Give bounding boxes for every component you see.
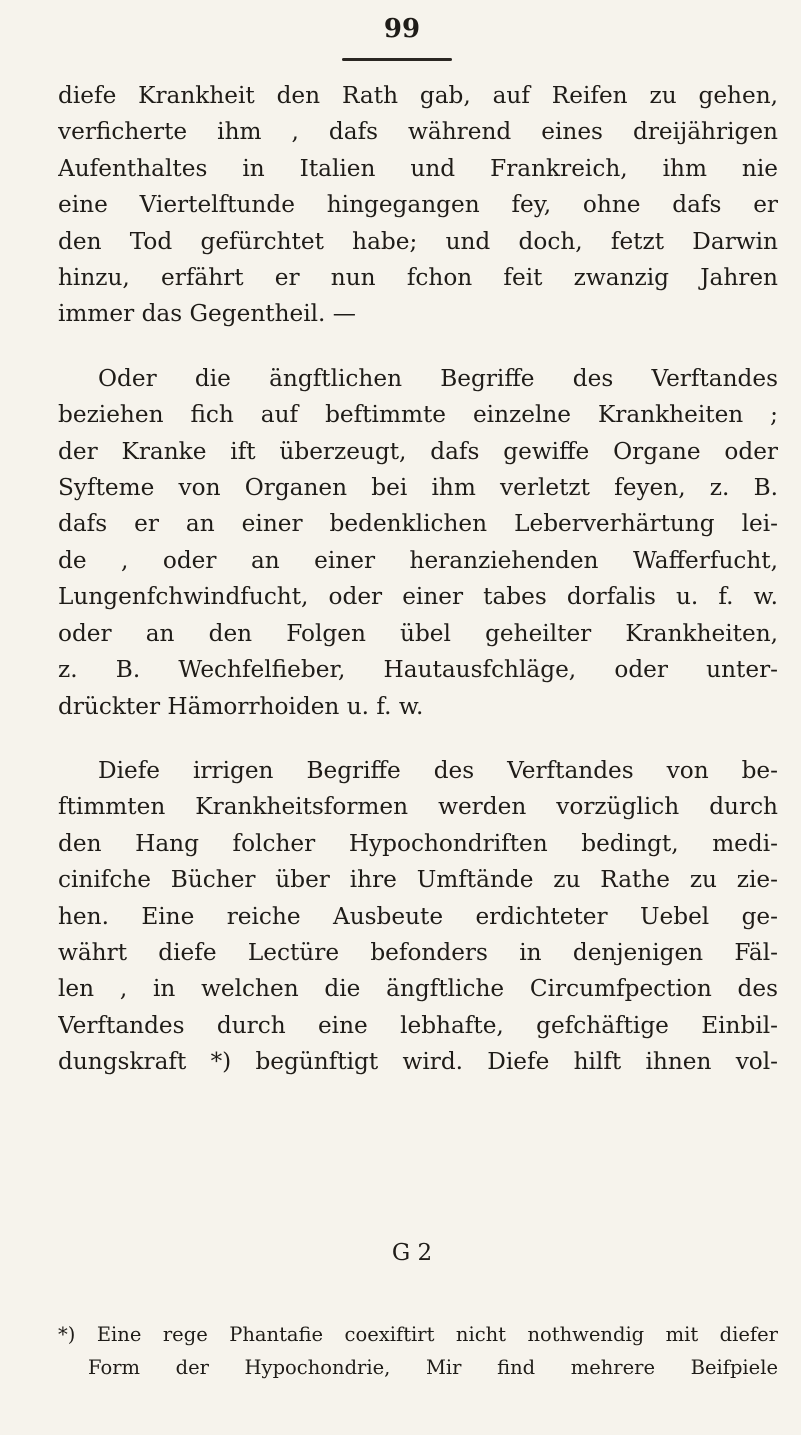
text-line: Syfteme von Organen bei ihm verletzt feyen, z. B. xyxy=(58,474,778,502)
footnote xyxy=(58,1318,778,1384)
text-line: eine Viertelftunde hingegangen fey, ohne dafs er xyxy=(58,191,778,219)
text-line: ftimmten Krankheitsformen werden vorzüglich durch xyxy=(58,793,778,821)
text-line: Lungenfchwindfucht, oder einer tabes dorfalis u. f. w. xyxy=(58,583,778,611)
text-line: Oder die ängftlichen Begriffe des Verftandes xyxy=(98,364,778,392)
text-line: diefe Krankheit den Rath gab, auf Reifen zu gehen, xyxy=(58,82,778,109)
text-line: Verftandes durch eine lebhafte, gefchäftige Einbil- xyxy=(58,1011,778,1039)
text-line: drückter Hämorrhoiden u. f. w. xyxy=(58,692,424,720)
header-rule xyxy=(342,58,452,61)
text-line: de , oder an einer heranziehenden Wafferfucht, xyxy=(58,546,778,574)
text-line: den Hang folcher Hypochondriften bedingt, medi- xyxy=(58,829,778,857)
text-line: dafs er an einer bedenklichen Leberverhärtung lei- xyxy=(58,510,778,538)
text-line: cinifche Bücher über ihre Umftände zu Rathe zu zie- xyxy=(58,866,778,894)
body-text xyxy=(58,78,778,1081)
text-line: hinzu, erfährt er nun fchon feit zwanzig Jahren xyxy=(58,264,778,292)
text-line: Diefe irrigen Begriffe des Verftandes von be- xyxy=(98,756,778,784)
signature-mark: G 2 xyxy=(391,1240,433,1266)
text-line: den Tod gefürchtet habe; und doch, fetzt Darwin xyxy=(58,227,778,255)
text-line: len , in welchen die ängftliche Circumfpection des xyxy=(58,975,778,1003)
text-line: hen. Eine reiche Ausbeute erdichteter Uebel ge- xyxy=(58,902,778,930)
text-line: oder an den Folgen übel geheilter Krankheiten, xyxy=(58,619,778,647)
text-line: verficherte ihm , dafs während eines dreijährigen xyxy=(58,118,778,146)
page-number: 99 xyxy=(383,14,421,44)
footnote-line: *) Eine rege Phantafie coexiftirt nicht nothwendig mit diefer xyxy=(58,1323,778,1346)
footnote-line: Form der Hypochondrie, Mir find mehrere Beifpiele xyxy=(88,1356,778,1379)
text-line: der Kranke ift überzeugt, dafs gewiffe Organe oder xyxy=(58,437,778,465)
text-line: währt diefe Lectüre befonders in denjenigen Fäl- xyxy=(58,938,778,966)
text-line: immer das Gegentheil. — xyxy=(58,300,356,328)
text-line: beziehen fich auf beftimmte einzelne Krankheiten ; xyxy=(58,401,778,429)
text-line: Aufenthaltes in Italien und Frankreich, ihm nie xyxy=(58,154,778,182)
text-line: z. B. Wechfelfieber, Hautausfchläge, oder unter- xyxy=(58,656,778,684)
text-line: dungskraft *) begünftigt wird. Diefe hilft ihnen vol- xyxy=(58,1048,778,1076)
